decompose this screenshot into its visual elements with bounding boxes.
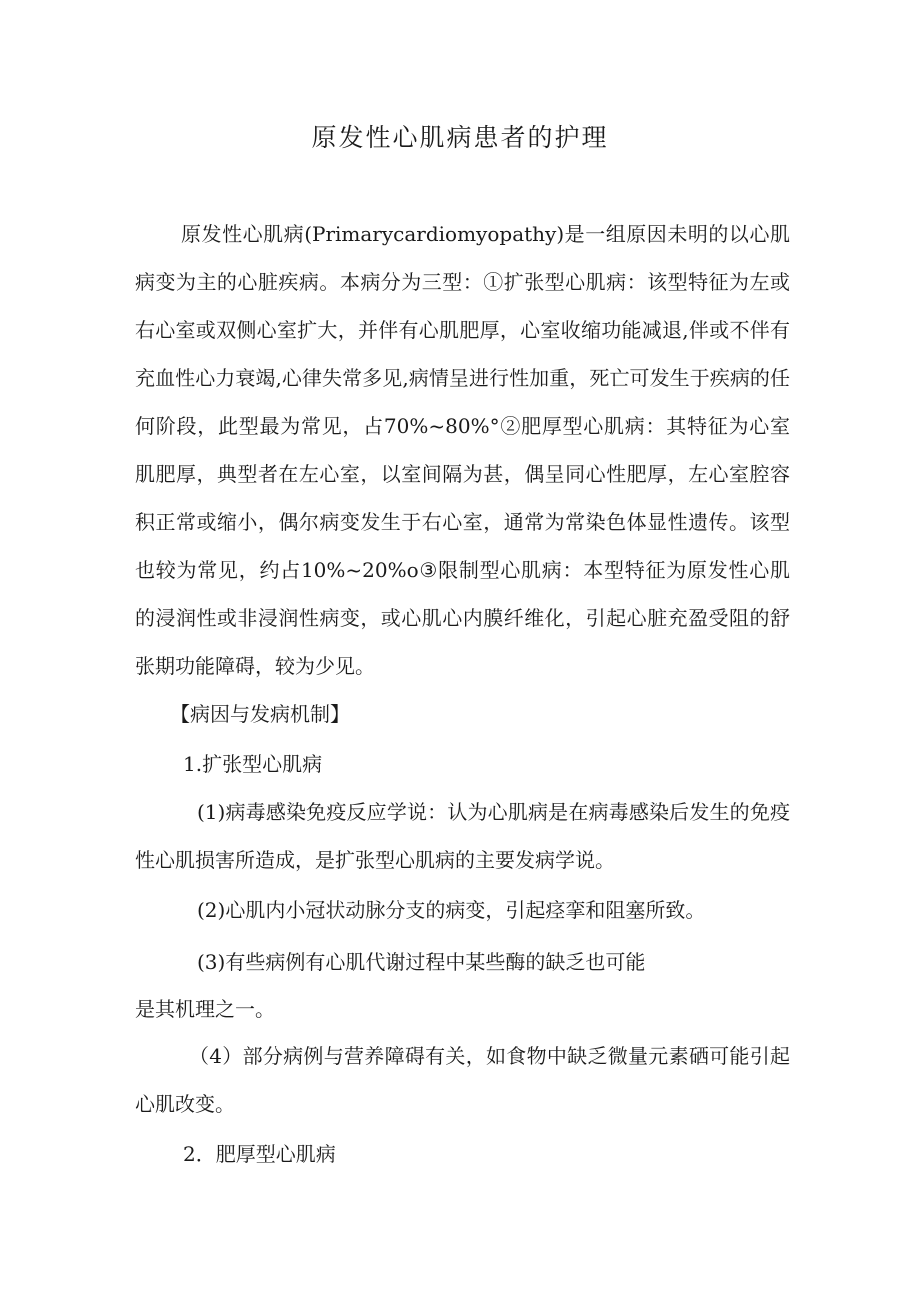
- subsection-heading-dilated: 1.扩张型心肌病: [183, 752, 323, 776]
- item-4-paragraph: （4）部分病例与营养障碍有关，如食物中缺乏微量元素硒可能引起心肌改变。: [135, 1044, 790, 1116]
- section-heading: 【病因与发病机制】: [170, 702, 350, 726]
- intro-paragraph: 原发性心肌病(Primarycardiomyopathy)是一组原因未明的以心肌病变为主的心脏疾病。本病分为三型：①扩张型心肌病：该型特征为左或右心室或双侧心室扩大，并伴有心肌肥厚，心室收缩功能减退,伴或不伴有充血性心力衰竭,心律失常多见,病情呈进行性加重，死亡可发生于疾病的任何阶段，此型最为常见，占70%~80%°②肥厚型心肌病：其特征为心室肌肥厚，典型者在左心室，以室间隔为甚，偶呈同心性肥厚，左心室腔容积正常或缩小，偶尔病变发生于右心室，通常为常染色体显性遗传。该型也较为常见，约占10%~20%o③限制型心肌病：本型特征为原发性心肌的浸润性或非浸润性病变，或心肌心内膜纤维化，引起心脏充盈受阻的舒张期功能障碍，较为少见。: [135, 222, 790, 678]
- item-3-line-1: (3)有些病例有心肌代谢过程中某些酶的缺乏也可能: [197, 950, 646, 974]
- item-2-paragraph: (2)心肌内小冠状动脉分支的病变，引起痉挛和阻塞所致。: [197, 898, 706, 922]
- subsection-heading-hypertrophic: 2．肥厚型心肌病: [183, 1142, 336, 1166]
- document-title: 原发性心肌病患者的护理: [311, 123, 609, 152]
- item-1-paragraph: (1)病毒感染免疫反应学说：认为心肌病是在病毒感染后发生的免疫性心肌损害所造成，是扩张型心肌病的主要发病学说。: [135, 800, 790, 872]
- item-3-line-2: 是其机理之一。: [135, 997, 275, 1021]
